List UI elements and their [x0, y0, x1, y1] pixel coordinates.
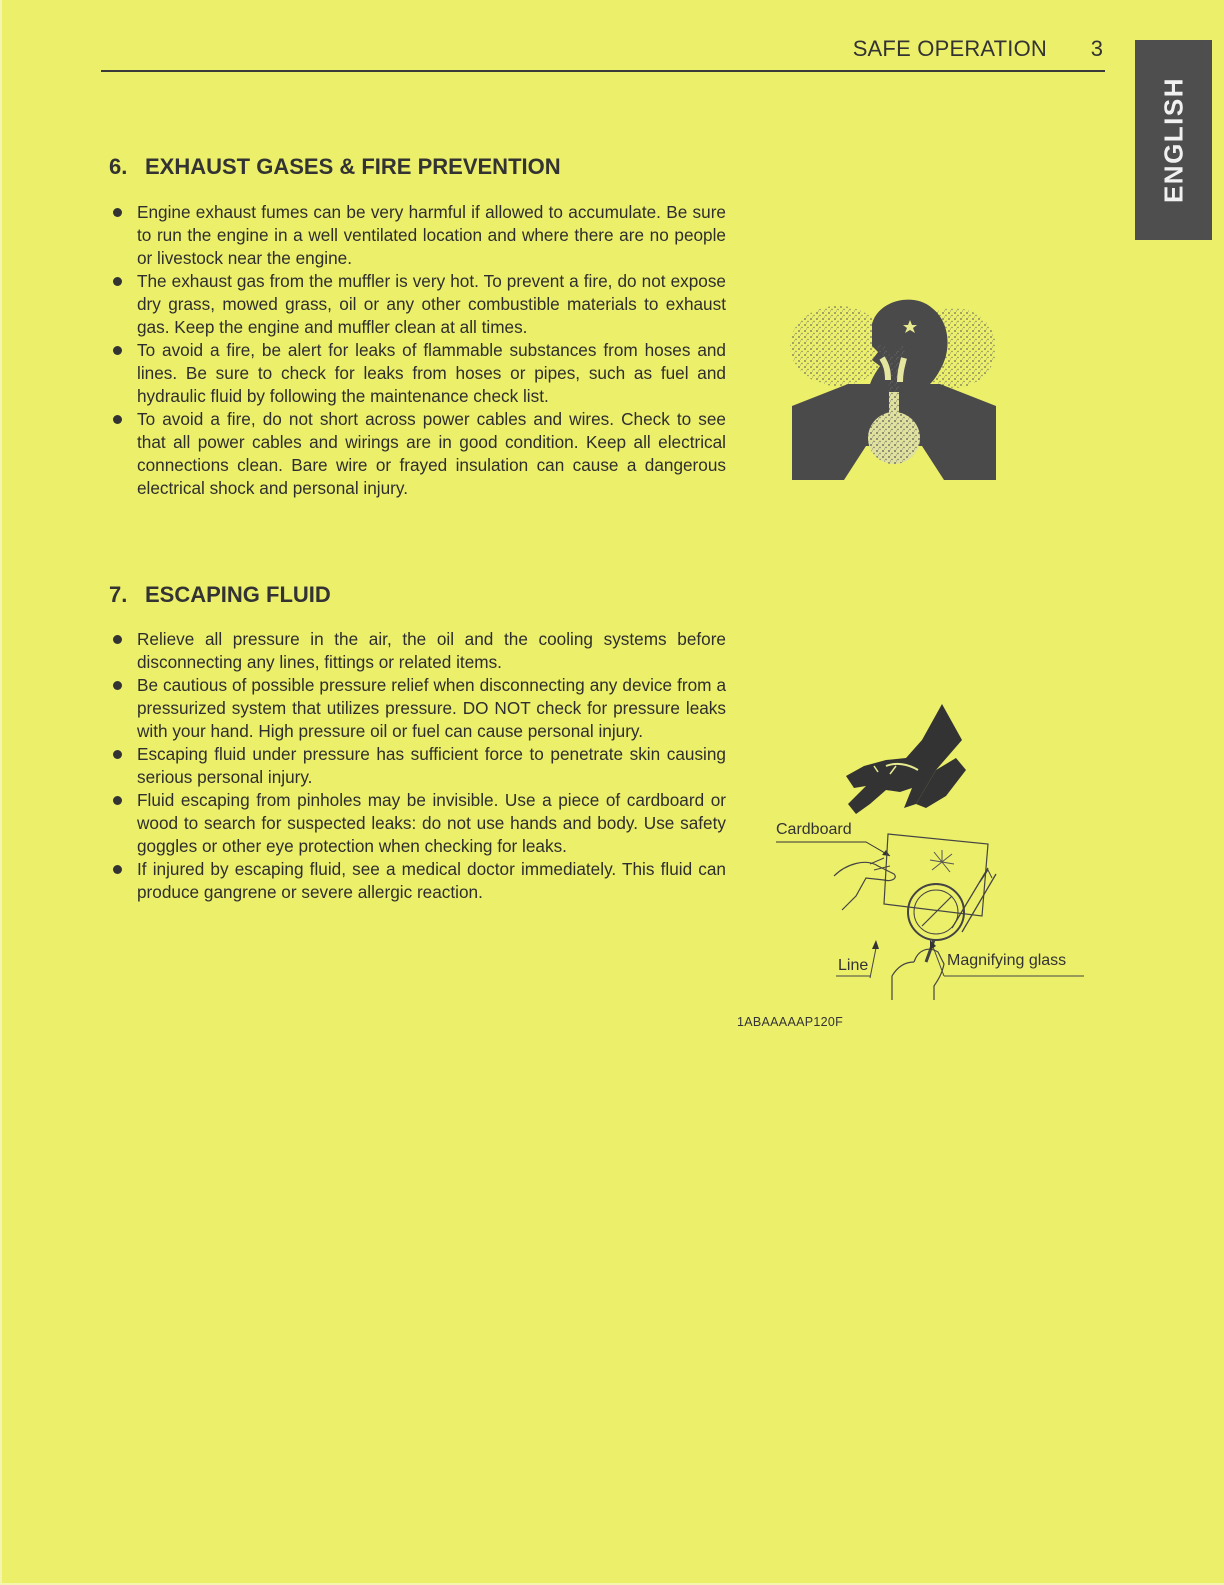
section-6-title: [109, 154, 561, 180]
section-6-bullet-list: [110, 201, 726, 500]
bullet-text: To avoid a fire, be alert for leaks of flammable substances from hoses and lines. Be sure to check for leaks from hoses or pipes, such as fuel and hydraulic fluid by following the maintenance check list.: [137, 340, 726, 406]
bullet-text: To avoid a fire, do not short across power cables and wires. Check to see that all power cables and wirings are in good condition. Keep all electrical connections clean. Bare wire or frayed insulation can cause a dangerous electrical shock and personal injury.: [137, 409, 726, 498]
bullet-icon: [113, 635, 122, 644]
bullet-text: Fluid escaping from pinholes may be invisible. Use a piece of cardboard or wood to search for suspected leaks: do not use hands and body. Use safety goggles or other eye protection when checking for leaks.: [137, 790, 726, 856]
figure-code: 1ABAAAAAP120F: [737, 1015, 844, 1029]
bullet-icon: [113, 796, 122, 805]
page-number: 3: [1090, 36, 1103, 61]
section-7-heading: ESCAPING FLUID: [145, 582, 331, 607]
bullet-icon: [113, 865, 122, 874]
list-item: [110, 789, 726, 858]
bullet-text: Be cautious of possible pressure relief when disconnecting any device from a pressurized system that utilizes pressure. DO NOT check for pressure leaks with your hand. High pressure oil or fuel can cause personal injury.: [137, 675, 726, 741]
section-7-number: 7.: [109, 582, 128, 607]
section-6-number: 6.: [109, 154, 128, 179]
bullet-text: Escaping fluid under pressure has sufficient force to penetrate skin causing serious personal injury.: [137, 744, 726, 787]
list-item: [110, 408, 726, 500]
line-label: Line: [838, 957, 869, 974]
bullet-icon: [113, 277, 122, 286]
section-7-bullet-list: [110, 628, 726, 904]
language-tab-label: ENGLISH: [1158, 76, 1188, 204]
list-item: [110, 858, 726, 904]
bullet-text: If injured by escaping fluid, see a medical doctor immediately. This fluid can produce gangrene or severe allergic reaction.: [137, 859, 726, 902]
bullet-icon: [113, 346, 122, 355]
toxic-fumes-icon: [786, 288, 1002, 484]
list-item: [110, 339, 726, 408]
language-tab: [1135, 40, 1212, 240]
page-header: [101, 34, 1105, 72]
list-item: [110, 674, 726, 743]
section-6-heading: EXHAUST GASES & FIRE PREVENTION: [145, 154, 561, 179]
cardboard-label: Cardboard: [776, 821, 852, 838]
section-7-title: [109, 582, 331, 608]
magnifying-glass-label: Magnifying glass: [947, 952, 1067, 969]
bullet-icon: [113, 208, 122, 217]
bullet-icon: [113, 681, 122, 690]
list-item: [110, 201, 726, 270]
bullet-icon: [113, 750, 122, 759]
bullet-text: Relieve all pressure in the air, the oil and the cooling systems before disconnecting any lines, fittings or related items.: [137, 629, 726, 672]
bullet-text: Engine exhaust fumes can be very harmful if allowed to accumulate. Be sure to run the engine in a well ventilated location and where there are no people or livestock near the engine.: [137, 202, 726, 268]
bullet-text: The exhaust gas from the muffler is very hot. To prevent a fire, do not expose dry grass, mowed grass, oil or any other combustible materials to exhaust gas. Keep the engine and muffler clean at all times.: [137, 271, 726, 337]
header-title: SAFE OPERATION: [852, 36, 1047, 61]
bullet-icon: [113, 415, 122, 424]
list-item: [110, 628, 726, 674]
list-item: [110, 743, 726, 789]
list-item: [110, 270, 726, 339]
